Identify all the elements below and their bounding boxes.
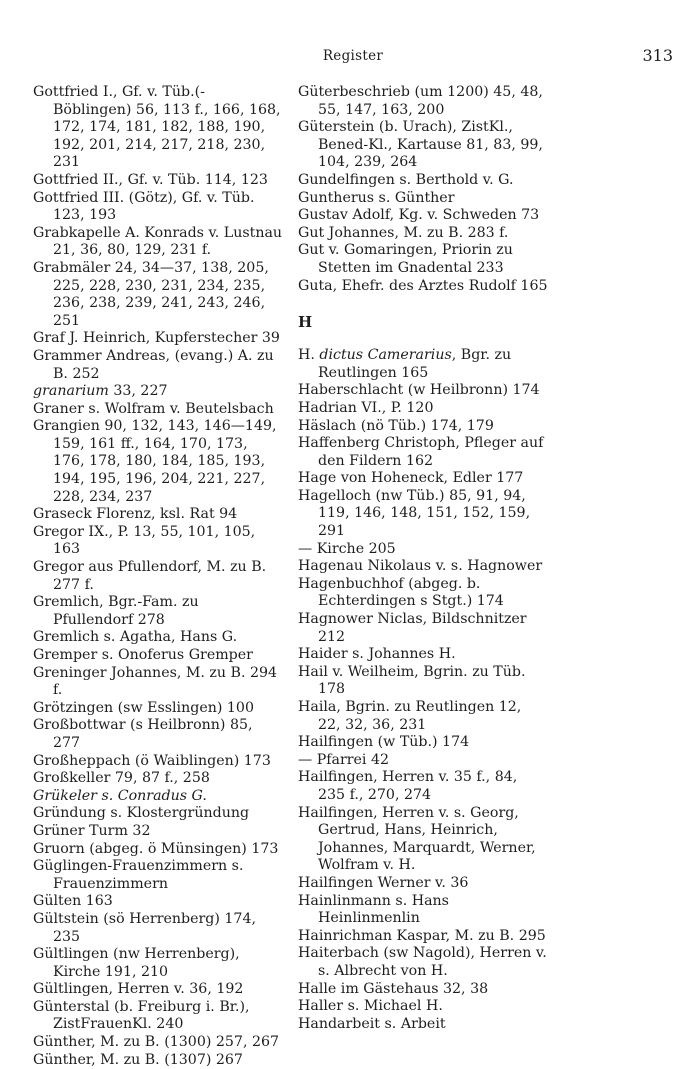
index-entry — [298, 382, 548, 400]
entry-text: Hailfingen Werner v. 36 — [298, 874, 469, 891]
entry-text: Hagenau Nikolaus v. s. Hagnower — [298, 558, 543, 575]
index-entry — [33, 383, 283, 401]
index-entry — [33, 946, 283, 981]
entry-prefix: H. — [298, 347, 320, 364]
entry-text: Haiterbach (sw Nagold), Herren v. s. Albrecht von H. — [298, 945, 547, 979]
index-entry — [298, 225, 548, 243]
page-header — [33, 38, 673, 70]
index-entry — [298, 470, 548, 488]
index-entry — [298, 981, 548, 999]
entry-text: Gottfried II., Gf. v. Tüb. 114, 123 — [33, 171, 268, 188]
entry-text: Haila, Bgrin. zu Reutlingen 12, 22, 32, 36, 231 — [298, 699, 522, 733]
entry-text: Halle im Gästehaus 32, 38 — [298, 980, 489, 997]
entry-text: Gut Johannes, M. zu B. 283 f. — [298, 224, 509, 241]
entry-text: Güterstein (b. Urach), ZistKl., Bened-Kl., Kartause 81, 83, 99, 104, 239, 264 — [298, 119, 543, 171]
index-entry — [33, 594, 283, 629]
index-entry — [33, 805, 283, 823]
index-entry — [33, 348, 283, 383]
index-entry — [298, 576, 548, 611]
index-entry — [33, 401, 283, 419]
left-column — [33, 84, 283, 1069]
entry-text: Graner s. Wolfram v. Beutelsbach — [33, 400, 274, 417]
index-entry — [298, 664, 548, 699]
entry-text: Gründung s. Klostergründung — [33, 805, 250, 822]
running-head: Register — [322, 48, 384, 64]
entry-italic-term: granarium — [33, 383, 109, 400]
index-entry — [33, 858, 283, 893]
entry-text: Gruorn (abgeg. ö Münsingen) 173 — [33, 840, 279, 857]
index-entry — [298, 558, 548, 576]
index-entry — [298, 190, 548, 208]
entry-text: Gültstein (sö Herrenberg) 174, 235 — [33, 910, 256, 945]
index-entry — [298, 734, 548, 752]
entry-text: Großbottwar (s Heilbronn) 85, 277 — [33, 717, 253, 751]
index-entry — [298, 207, 548, 225]
entry-text: Grangien 90, 132, 143, 146—149, 159, 161 ff., 164, 170, 173, 176, 178, 180, 184, 185, 193, 194, 195, 196, 204, 221, 227, 228, 234, 237 — [33, 418, 277, 505]
entry-text: Graseck Florenz, ksl. Rat 94 — [33, 506, 238, 523]
entry-text: Gottfried III. (Götz), Gf. v. Tüb. 123, 193 — [33, 189, 255, 224]
entry-text: Gültlingen (nw Herrenberg), Kirche 191, 210 — [33, 946, 240, 980]
entry-text: Greninger Johannes, M. zu B. 294 f. — [33, 664, 278, 699]
index-entry — [298, 242, 548, 277]
entry-text: Hadrian VI., P. 120 — [298, 399, 434, 416]
entry-text: Güterbeschrieb (um 1200) 45, 48, 55, 147, 163, 200 — [298, 84, 543, 118]
index-entry — [298, 347, 548, 382]
entry-text: Hailfingen (w Tüb.) 174 — [298, 734, 470, 751]
index-entry — [33, 225, 283, 260]
entry-text: Guta, Ehefr. des Arztes Rudolf 165 — [298, 277, 548, 294]
entry-text: Hainrichman Kaspar, M. zu B. 295 — [298, 927, 546, 944]
entry-text: Gültlingen, Herren v. 36, 192 — [33, 981, 244, 998]
index-entry — [298, 119, 548, 172]
index-entry — [33, 893, 283, 911]
index-entry — [298, 752, 548, 770]
index-entry — [33, 911, 283, 946]
entry-italic-term: dictus Camerarius — [319, 347, 452, 364]
entry-text: Häslach (nö Tüb.) 174, 179 — [298, 417, 494, 434]
index-entry — [33, 506, 283, 524]
entry-text: Günther, M. zu B. (1300) 257, 267 — [33, 1034, 280, 1051]
index-entry — [33, 717, 283, 752]
right-column — [298, 84, 548, 1033]
entry-text: Gut v. Gomaringen, Priorin zu Stetten im Gnadental 233 — [298, 242, 513, 276]
entry-text: Haffenberg Christoph, Pfleger auf den Fildern 162 — [298, 435, 544, 469]
entry-text: Grammer Andreas, (evang.) A. zu B. 252 — [33, 347, 274, 382]
entry-italic-term: Grükeler s. Conradus G. — [33, 787, 207, 804]
entry-text: Graf J. Heinrich, Kupferstecher 39 — [33, 330, 280, 347]
index-entry — [298, 172, 548, 190]
entry-text: Großheppach (ö Waiblingen) 173 — [33, 752, 271, 769]
index-entry — [33, 753, 283, 771]
index-entry — [33, 260, 283, 330]
index-entry — [298, 769, 548, 804]
entry-text: Haberschlacht (w Heilbronn) 174 — [298, 382, 540, 399]
entry-text: Großkeller 79, 87 f., 258 — [33, 770, 210, 787]
index-entry — [298, 418, 548, 436]
entry-text: 33, 227 — [108, 383, 168, 400]
entry-text: Haider s. Johannes H. — [298, 646, 456, 663]
entry-text: Hailfingen, Herren v. s. Georg, Gertrud, Hans, Heinrich, Johannes, Marquardt, Werner, Wolfram v. H. — [298, 804, 536, 874]
entry-text: Gottfried I., Gf. v. Tüb.(-Böblingen) 56, 113 f., 166, 168, 172, 174, 181, 182, 188, 190, 192, 201, 214, 217, 218, 230, 231 — [33, 84, 281, 171]
index-entry — [33, 172, 283, 190]
index-entry — [33, 665, 283, 700]
entry-text: Gregor aus Pfullendorf, M. zu B. 277 f. — [33, 559, 267, 593]
entry-text: Gremper s. Onoferus Gremper — [33, 647, 253, 663]
index-entry — [298, 646, 548, 664]
entry-text: Hagenbuchhof (abgeg. b. Echterdingen s Stgt.) 174 — [298, 575, 504, 610]
index-entry — [33, 629, 283, 647]
index-entry — [298, 278, 548, 296]
index-entry — [33, 330, 283, 348]
index-entry — [33, 84, 283, 172]
entry-text: Gregor IX., P. 13, 55, 101, 105, 163 — [33, 523, 256, 558]
index-entry — [33, 418, 283, 506]
entry-text: Gustav Adolf, Kg. v. Schweden 73 — [298, 207, 540, 224]
entry-text: Grüner Turm 32 — [33, 822, 151, 839]
page-number: 313 — [642, 46, 673, 65]
section-letter: H — [298, 313, 313, 332]
index-entry — [298, 84, 548, 119]
entry-text: Günther, M. zu B. (1307) 267 — [33, 1051, 243, 1068]
entry-text: Gülten 163 — [33, 893, 113, 910]
index-entry — [298, 541, 548, 559]
index-entry — [298, 893, 548, 928]
entry-text: Gremlich, Bgr.-Fam. zu Pfullendorf 278 — [33, 594, 199, 628]
index-entry — [298, 998, 548, 1016]
index-entry — [33, 999, 283, 1034]
entry-text: Grabkapelle A. Konrads v. Lustnau 21, 36, 80, 129, 231 f. — [33, 224, 283, 259]
entry-text: — Kirche 205 — [298, 540, 396, 557]
entry-text: , Bgr. zu Reutlingen 165 — [318, 347, 512, 381]
entry-text: — Pfarrei 42 — [298, 751, 390, 768]
index-entry — [33, 770, 283, 788]
index-entry — [298, 805, 548, 875]
index-entry — [298, 435, 548, 470]
index-entry — [33, 823, 283, 841]
entry-text: Günterstal (b. Freiburg i. Br.), ZistFrauenKl. 240 — [33, 998, 250, 1033]
index-entry — [33, 981, 283, 999]
entry-text: Guntherus s. Günther — [298, 189, 455, 206]
index-entry — [298, 400, 548, 418]
index-entry — [33, 524, 283, 559]
index-entry — [33, 647, 283, 665]
index-entry — [33, 700, 283, 718]
entry-text: Güglingen-Frauenzimmern s. Frauenzimmern — [33, 858, 244, 892]
entry-text: Haller s. Michael H. — [298, 998, 443, 1015]
index-entry — [298, 488, 548, 541]
entry-text: Handarbeit s. Arbeit — [298, 1015, 446, 1032]
index-entry — [298, 928, 548, 946]
entry-text: Hagnower Niclas, Bildschnitzer 212 — [298, 611, 527, 645]
entry-text: Grabmäler 24, 34—37, 138, 205, 225, 228, 230, 231, 234, 235, 236, 238, 239, 241, 243, 246, 251 — [33, 259, 269, 329]
entry-text: Hailfingen, Herren v. 35 f., 84, 235 f., 270, 274 — [298, 769, 518, 803]
index-entry — [33, 841, 283, 859]
entry-text: Hail v. Weilheim, Bgrin. zu Tüb. 178 — [298, 663, 526, 698]
index-entry — [33, 788, 283, 806]
index-entry — [33, 559, 283, 594]
entry-text: Gremlich s. Agatha, Hans G. — [33, 629, 238, 646]
index-entry — [33, 1034, 283, 1052]
index-entry — [298, 611, 548, 646]
index-entry — [33, 1052, 283, 1069]
entry-text: Hage von Hoheneck, Edler 177 — [298, 470, 524, 487]
entry-text: Gundelfingen s. Berthold v. G. — [298, 171, 514, 188]
entry-text: Hagelloch (nw Tüb.) 85, 91, 94, 119, 146, 148, 151, 152, 159, 291 — [298, 487, 531, 540]
index-entry — [298, 1016, 548, 1034]
entry-text: Hainlinmann s. Hans Heinlinmenlin — [298, 892, 449, 927]
entry-text: Grötzingen (sw Esslingen) 100 — [33, 699, 254, 716]
index-entry — [298, 875, 548, 893]
index-entry — [298, 699, 548, 734]
index-entry — [298, 945, 548, 980]
index-entry — [33, 190, 283, 225]
